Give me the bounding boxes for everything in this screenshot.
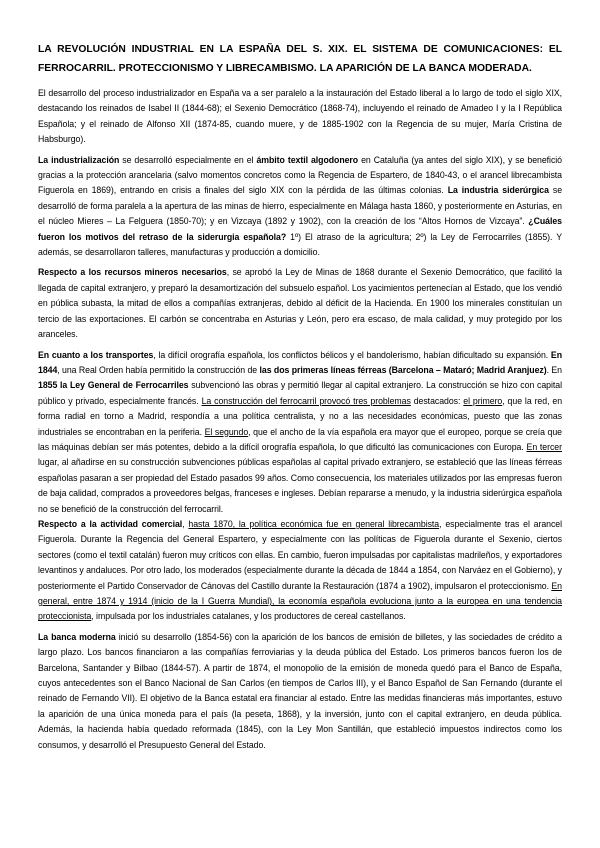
underline-proteccionista: En general, entre 1874 y 1914 (inicio de la I Guerra Mundial), la economía española evoluciona junto a la europea en una tendencia proteccionista [38, 580, 562, 622]
text-span: , especialmente tras el arancel Figuerola. Durante la Regencia del General Espartero, y especialmente con las políticas de Figuerola durante el Sexenio, ciertos sectores (como el textil catalán) fueron muy críticos con ellas. En cambio, fueron impulsadas por capitalistas madrileños, y exportadores levantinos y andaluces. Por otro lado, los moderados (especialmente durante la década de 1844 a 1854, con Narváez en el Gobierno), y posteriormente el Partido Conservador de Cánovas del Castillo durante la Restauración (1874 a 1902), impulsaron el proteccionismo. [38, 518, 563, 591]
term-industrializacion: La industrialización [38, 154, 120, 165]
term-actividad-comercial: Respecto a la actividad comercial [38, 518, 183, 529]
underline-tres-problemas: La construcción del ferrocarril provocó tres problemas [201, 395, 411, 406]
text-span: , que el ancho de la vía española era mayor que el europeo, porque se creía que las máquinas debían ser más potentes, debido a la difícil orografía española, lo que dificultó las comunicaciones con Europa. [38, 426, 562, 452]
paragraph-banking [38, 630, 562, 753]
text-span: se desarrolló de forma paralela a la apertura de las minas de hierro, especialmente en Málaga hasta 1860, y posteriormente en Asturias, en el núcleo Mieres – La Felguera (1850-70); y en Vizcaya (1892 y 1902), con la creación de los “Altos Hornos de Vizcaya”. [38, 185, 563, 227]
term-siderurgica: La industria siderúrgica [447, 185, 549, 196]
term-1844: En 1844 [38, 349, 563, 375]
question-retraso: ¿Cuáles fueron los motivos del retraso de la siderurgia española? [38, 216, 562, 242]
text-span: se desarrolló especialmente en el [119, 154, 257, 165]
paragraph-mining [38, 265, 562, 342]
term-primeras-lineas: las dos primeras líneas férreas (Barcelona – Mataró; Madrid Aranjuez) [259, 364, 547, 375]
term-ley-ferrocarriles: 1855 la Ley General de Ferrocarriles [38, 380, 189, 391]
text-span: en Cataluña (ya antes del siglo XIX), y se benefició gracias a la protección arancelaria (salvo momentos concretos como la Regencia de Espartero, de 1840-43, o el arancel librecambista Figuerola en 1869), entrando en crisis a finales del siglo XIX con la pérdida de las últimas colonias. [38, 154, 562, 196]
paragraph-intro [38, 86, 562, 148]
term-banca-moderna: La banca moderna [38, 631, 116, 642]
paragraph-intro-text: El desarrollo del proceso industrializador en España va a ser paralelo a la instauración del Estado liberal a lo largo de todo el siglo XIX, destacando los reinados de Isabel II (1844-68); el Sexenio Democrático (1868-74), incluyendo el reinado de Amadeo I y la I República Española; y el reinado de Alfonso XII (1874-85, cuando muere, y de 1885-1902 con la Regencia de su mujer, María Cristina de Habsburgo). [38, 88, 562, 145]
term-transportes: En cuanto a los transportes [38, 349, 154, 360]
underline-primero: el primero [463, 395, 503, 406]
paragraph-transport [38, 348, 562, 517]
term-textil: ámbito textil algodonero [256, 154, 359, 165]
text-span: , impulsada por los industriales catalanes, y los productores de cereal castellanos. [91, 611, 406, 622]
term-recursos-mineros: Respecto a los recursos mineros necesarios [38, 267, 227, 278]
text-span: inició su desarrollo (1854-56) con la aparición de los bancos de emisión de billetes, y las sociedades de crédito a largo plazo. Los bancos financiaron a las compañías ferroviarias y la deuda pública del Estado. Los primeros bancos fueron los de Barcelona, Santander y Bilbao (1844-57). A partir de 1874, el monopolio de la emisión de moneda quedó para el Banco de España, cuyos antecedentes son el Banco Nacional de San Carlos (en tiempos de Carlos III), y el Banco Español de San Fernando (durante el reinado de Fernando VII). El objetivo de la Banca estatal era financiar al estado. Entre las medidas financieras más importantes, estuvo la aparición de una única moneda para el país (la peseta, 1868), y la inversión, junto con el capital extranjero, en deuda pública. Además, la hacienda había quedado reformada (1845), con la Ley Mon Santillán, que estableció impuestos indirectos como los consumos, y desarrolló el Presupuesto General del Estado. [38, 631, 562, 750]
text-span: lugar, al añadirse en su construcción subvenciones públicas españolas al capital privado extranjero, se estableció que las líneas férreas españolas pasaran a ser propiedad del Estado pasados 99 años. Como consecuencia, los materiales utilizados por las empresas fueron de baja calidad, comprados a proveedores belgas, franceses e ingleses. Debían repararse a menudo, y la industria siderúrgica española no se benefició de la construcción del ferrocarril. [38, 457, 562, 514]
document-title: LA REVOLUCIÓN INDUSTRIAL EN LA ESPAÑA DEL S. XIX. EL SISTEMA DE COMUNICACIONES: EL FERROCARRIL. PROTECCIONISMO Y LIBRECAMBISMO. LA APARICIÓN DE LA BANCA MODERADA. [38, 44, 562, 74]
paragraph-industrialization [38, 153, 562, 261]
document-body [38, 40, 562, 758]
text-span: , una Real Orden había permitido la construcción de [57, 364, 260, 375]
text-span: , [182, 518, 189, 529]
text-span: , que la red, en forma radial en torno a Madrid, respondía a una política centralista, y no a las necesidades económicas, puesto que las zonas industriales se encontraban en la periferia. [38, 395, 563, 437]
text-span: destacados: [410, 395, 464, 406]
underline-segundo: El segundo [204, 426, 249, 437]
underline-librecambista: hasta 1870, la política económica fue en general librecambista [188, 518, 440, 529]
text-span: subvencionó las obras y permitió llegar al capital extranjero. La construcción se hizo con capital público y privado, especialmente francés. [38, 380, 562, 406]
underline-tercer: En tercer [526, 441, 562, 452]
text-span: , la difícil orografía española, los conflictos bélicos y el bandolerismo, habían dificultado su expansión. [153, 349, 551, 360]
text-span: , se aprobó la Ley de Minas de 1868 durante el Sexenio Democrático, que facilitó la llegada de capital extranjero, y preparó la desamortización del subsuelo español. Los yacimientos pertenecían al Estado, que los vendió en pública subasta, la mitad de ellos a compañías extranjeras, debido al déficit de la Hacienda. En 1900 los minerales constituían un tercio de las exportaciones. El carbón se concentraba en Asturias y León, pero era escaso, de mala calidad, y muy protegido por los aranceles. [38, 267, 562, 340]
text-span: . En [546, 364, 562, 375]
text-span: 1º) El atraso de la agricultura; 2º) la Ley de Ferrocarriles (1855). Y además, se desarrollaron talleres, manufacturas y producción a domicilio. [38, 231, 562, 258]
paragraph-commerce [38, 517, 562, 625]
